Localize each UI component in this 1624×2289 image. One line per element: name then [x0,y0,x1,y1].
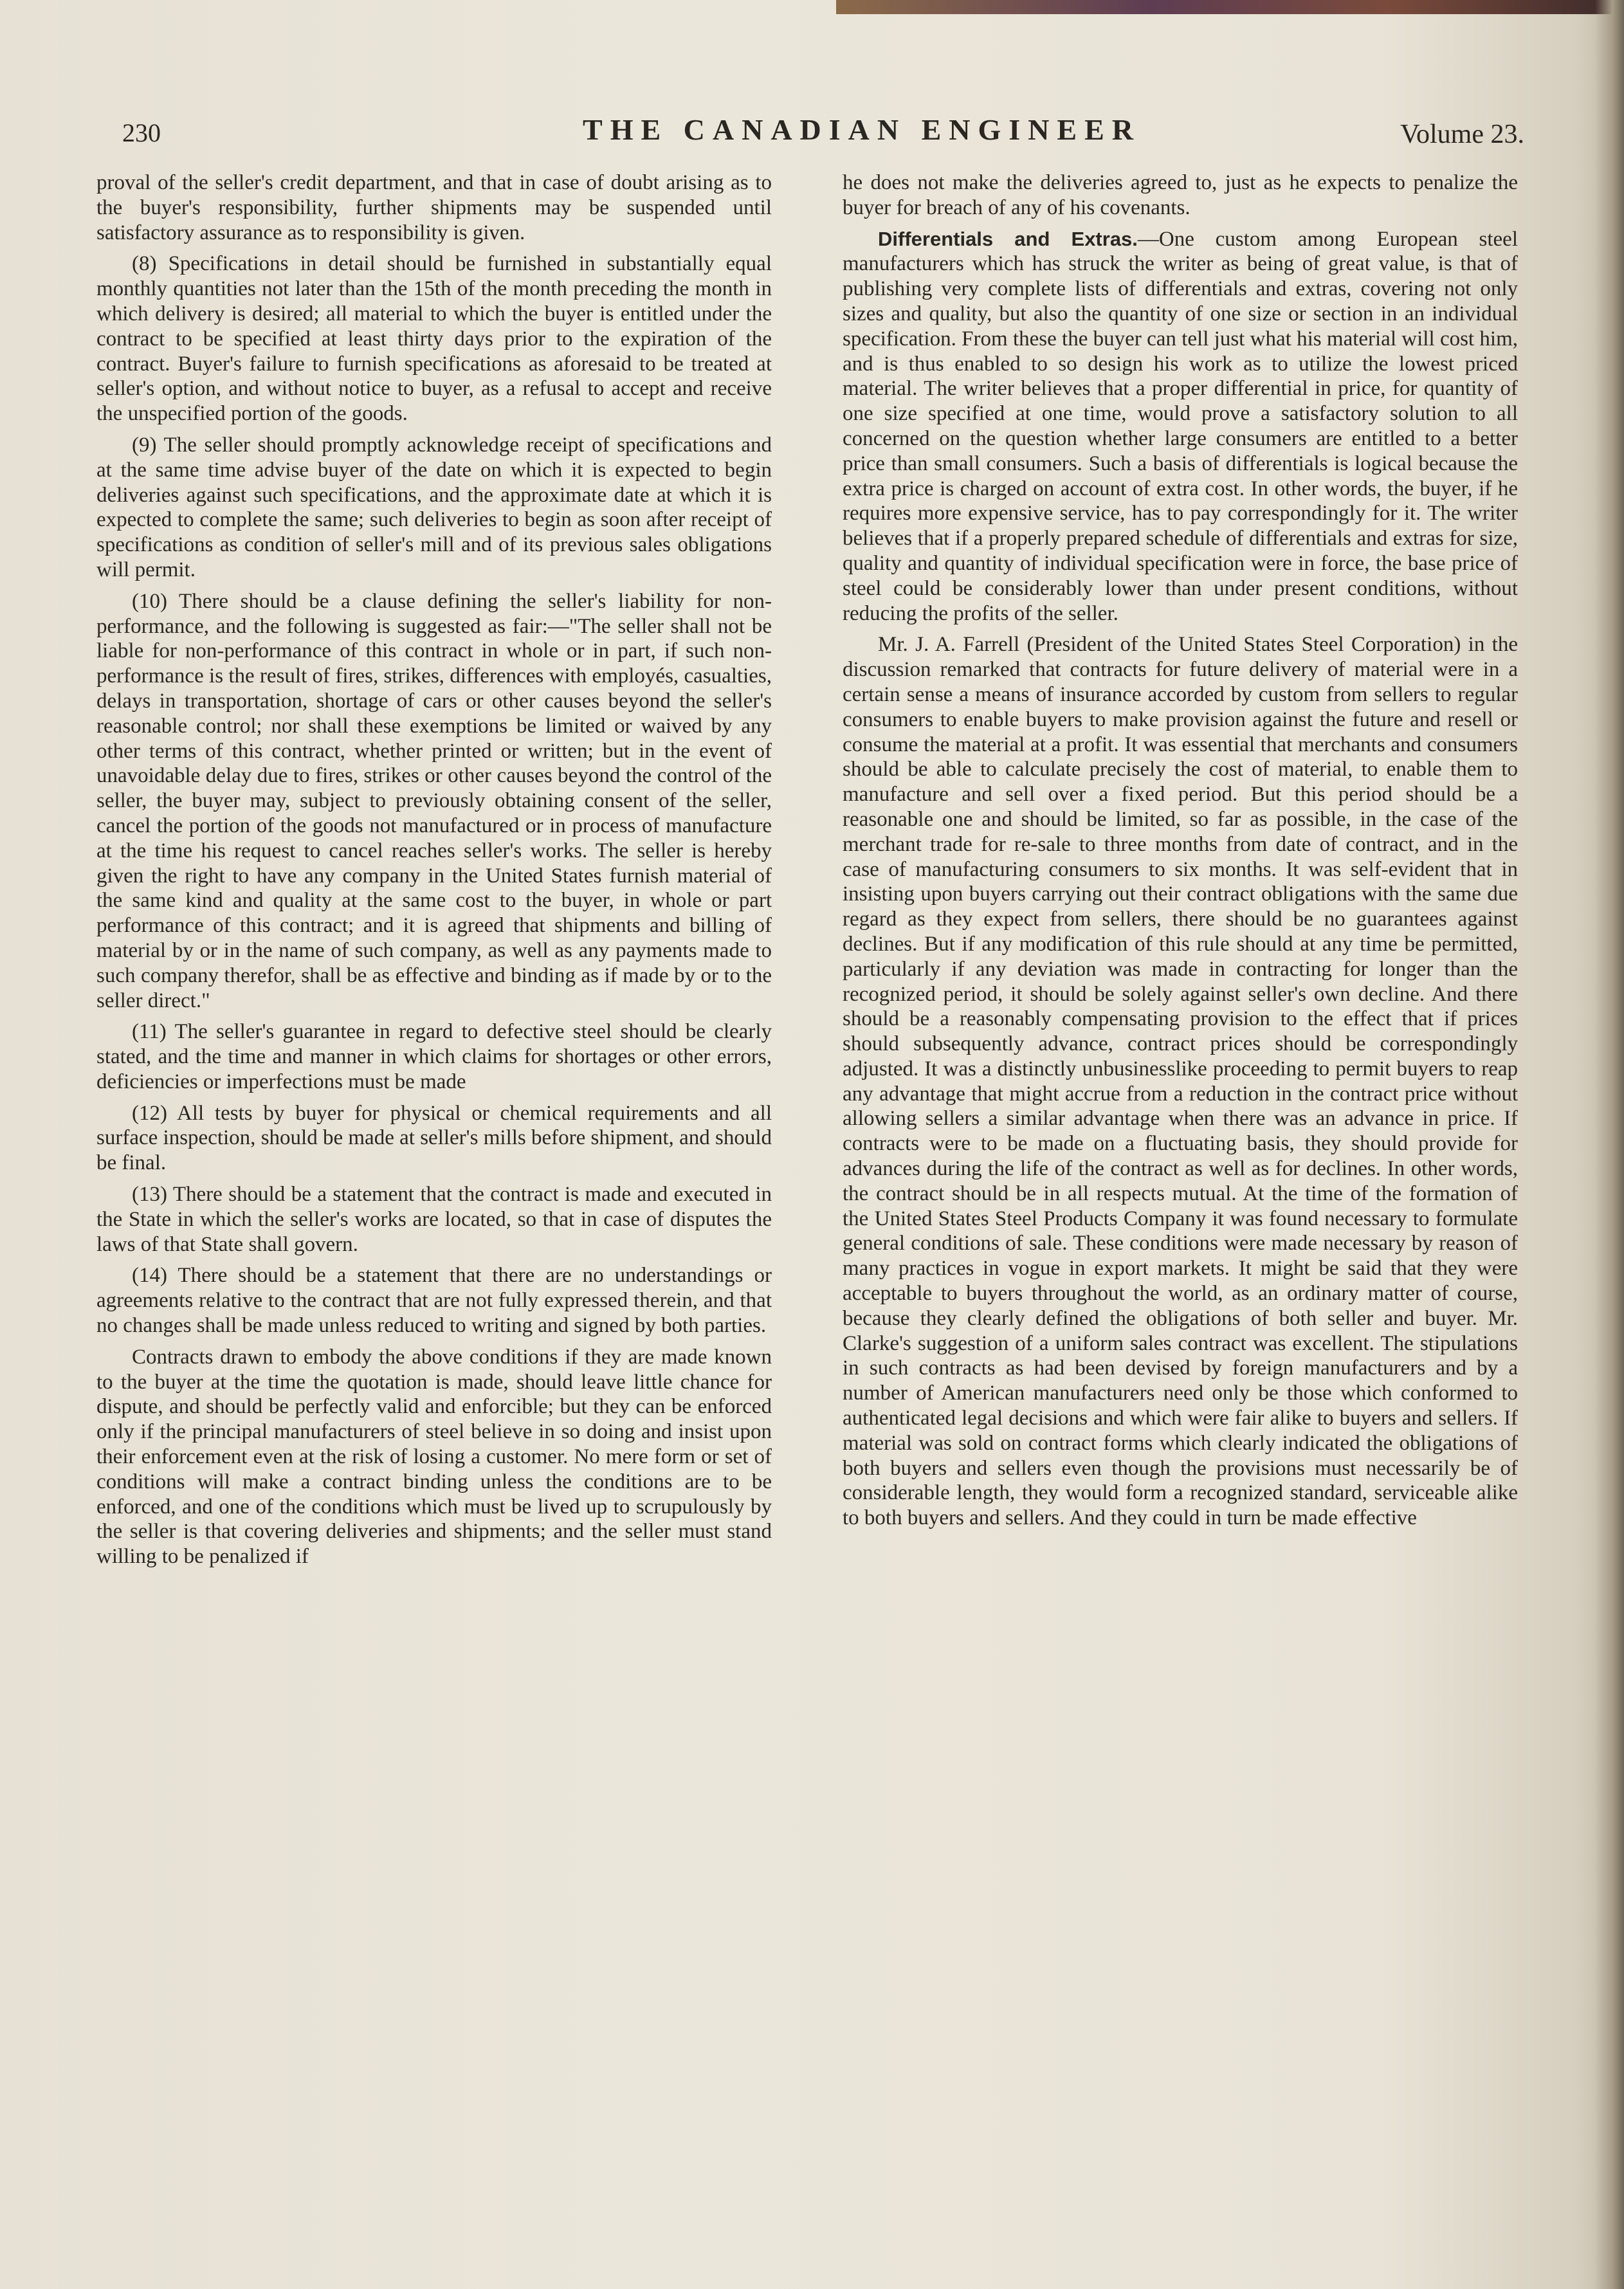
paragraph-clause-13: (13) There should be a statement that the contract is made and executed in the State in which the seller's works are located, so that in case of disputes the laws of that State shall govern. [96,1183,772,1256]
volume-label: Volume 23. [1400,120,1524,149]
cover-edge-strip [836,0,1624,14]
paragraph-clause-14: (14) There should be a statement that there are no understandings or agreements relative to the contract that are not fully expressed therein, and that no changes shall be made unless reduced to writing and signed by both parties. [96,1264,772,1338]
page-number: 230 [122,118,161,147]
running-header [122,113,1524,151]
left-column [96,170,772,1576]
paragraph-clause-8: (8) Specifications in detail should be furnished in substantially equal monthly quantities not later than the 15th of the month preceding the month in which delivery is desired; all material to which the buyer is entitled under the contract to be specified at least thirty days prior to the expiration of the contract. Buyer's failure to furnish specifications as aforesaid to be treated at seller's option, and without notice to buyer, as a refusal to accept and receive the unspecified portion of the goods. [96,252,772,426]
publication-title: THE CANADIAN ENGINEER [583,113,1141,146]
paragraph-differentials [843,227,1518,626]
paragraph-farrell: Mr. J. A. Farrell (President of the United States Steel Corporation) in the discussion remarked that contracts for future delivery of material were in a certain sense a means of insurance accorded by custom from sellers to regular consumers to enable buyers to make provision against the future and resell or consume the material at a profit. It was essential that merchants and consumers should be able to calculate precisely the cost of material, to enable them to manufacture and sell over a fixed period. But this period should be a reasonable one and should be limited, so far as possible, in the case of the merchant trade for re-sale to three months from date of contract, and in the case of manufacturing consumers to six months. It was self-evident that in insisting upon buyers carrying out their contract obligations with the same due regard as they expect from sellers, there should be no guarantees against declines. But if any modification of this rule should at any time be permitted, particularly if any deviation was made in contracting for longer than the recognized period, it should be solely against seller's own decline. And there should be a reasonably compensating provision to the effect that if prices should subsequently advance, contract prices should be correspondingly adjusted. It was a distinctly unbusinesslike proceeding to permit buyers to reap any advantage that might accrue from a reduction in the contract price without allowing sellers a similar advantage when there was an advance in price. If contracts were to be made on a fluctuating basis, they should provide for advances during the life of the contract as well as for declines. In other words, the contract should be in all respects mutual. At the time of the formation of the United States Steel Products Company it was found necessary to formulate general conditions of sale. These conditions were made necessary by reason of many practices in vogue in export markets. It might be said that they were acceptable to buyers throughout the world, as an ordinary matter of course, because they clearly defined the obligations of both seller and buyer. Mr. Clarke's suggestion of a uniform sales contract was excellent. The stipulations in such contracts as had been devised by foreign manufacturers and by a number of American manufacturers need only be those which conformed to authenticated legal decisions and which were fair alike to buyers and sellers. If material was sold on contract forms which clearly indicated the obligations of both buyers and sellers even though the provisions must necessarily be of considerable length, they would form a recognized standard, serviceable alike to both buyers and sellers. And they could in turn be made effective [843,633,1518,1530]
paragraph-clause-11: (11) The seller's guarantee in regard to defective steel should be clearly stated, and the time and manner in which claims for shortages or other errors, deficiencies or imperfections must be made [96,1020,772,1093]
section-subheading: Differentials and Extras. [878,227,1138,250]
paragraph-clause-9: (9) The seller should promptly acknowledge receipt of specifications and at the same time advise buyer of the date on which it is expected to begin deliveries against such specifications, and the approximate date at which it is expected to complete the same; such deliveries to begin as soon after receipt of specifications as condition of seller's mill and of its previous sales obligations will permit. [96,433,772,581]
page-binding-shadow [1595,0,1624,2289]
paragraph-contracts: Contracts drawn to embody the above conditions if they are made known to the buyer at the time the quotation is made, should leave little chance for dispute, and should be perfectly valid and enforcible; but they can be enforced only if the principal manufacturers of steel believe in so doing and insist upon their enforcement even at the risk of losing a customer. No mere form or set of conditions will make a contract binding unless the conditions are to be enforced, and one of the conditions which must be lived up to scrupulously by the seller is that covering deliveries and shipments; and the seller must stand willing to be penalized if [96,1345,772,1569]
paragraph-differentials-text: —One custom among European steel manufacturers which has struck the writer as being of great value, is that of publishing very complete lists of differentials and extras, covering not only sizes and quality, but also the quantity of one size or section in an individual specification. From these the buyer can tell just what his material will cost him, and is thus enabled to so design his work as to utilize the lowest priced material. The writer believes that a proper differential in price, for quantity of one size specified at one time, would prove a satisfactory solution to all concerned on the question whether large consumers are entitled to a better price than small consumers. Such a basis of differentials is logical because the extra price is charged on account of extra cost. In other words, the buyer, if he requires more expensive service, has to pay correspondingly for it. The writer believes that if a properly prepared schedule of differentials and extras for size, quality and quantity of individual specification were in force, the base price of steel could be considerably lower than under present conditions, without reducing the profits of the seller. [843,227,1518,625]
paragraph-clause-12: (12) All tests by buyer for physical or chemical requirements and all surface inspection, should be made at seller's mills before shipment, and should be final. [96,1101,772,1175]
right-column [843,170,1518,1537]
paragraph-clause-10: (10) There should be a clause defining the seller's liability for non-performance, and the following is suggested as fair:—"The seller shall not be liable for non-performance of this contract in whole or in part, if such non-performance is the result of fires, strikes, differences with employés, casualties, delays in transportation, shortage of cars or other causes beyond the seller's reasonable control; nor shall these exemptions be limited or waived by any other terms of this contract, whether printed or written; but in the event of unavoidable delay due to fires, strikes or other causes beyond the control of the seller, the buyer may, subject to previously obtaining consent of the seller, cancel the portion of the goods not manufactured or in process of manufacture at the time his request to cancel reaches seller's works. The seller is hereby given the right to have any company in the United States furnish material of the same kind and quality at the same cost to the buyer, in whole or part performance of this contract; and it is agreed that shipments and billing of material by or in the name of such company, as well as any payments made to such company therefor, shall be as effective and binding as if made by or to the seller direct." [96,589,772,1012]
paragraph-continuation: proval of the seller's credit department, and that in case of doubt arising as to the buyer's responsibility, further shipments may be suspended until satisfactory assurance as to responsibility is given. [96,171,772,244]
paragraph-continuation-right: he does not make the deliveries agreed to, just as he expects to penalize the buyer for breach of any of his covenants. [843,171,1518,219]
